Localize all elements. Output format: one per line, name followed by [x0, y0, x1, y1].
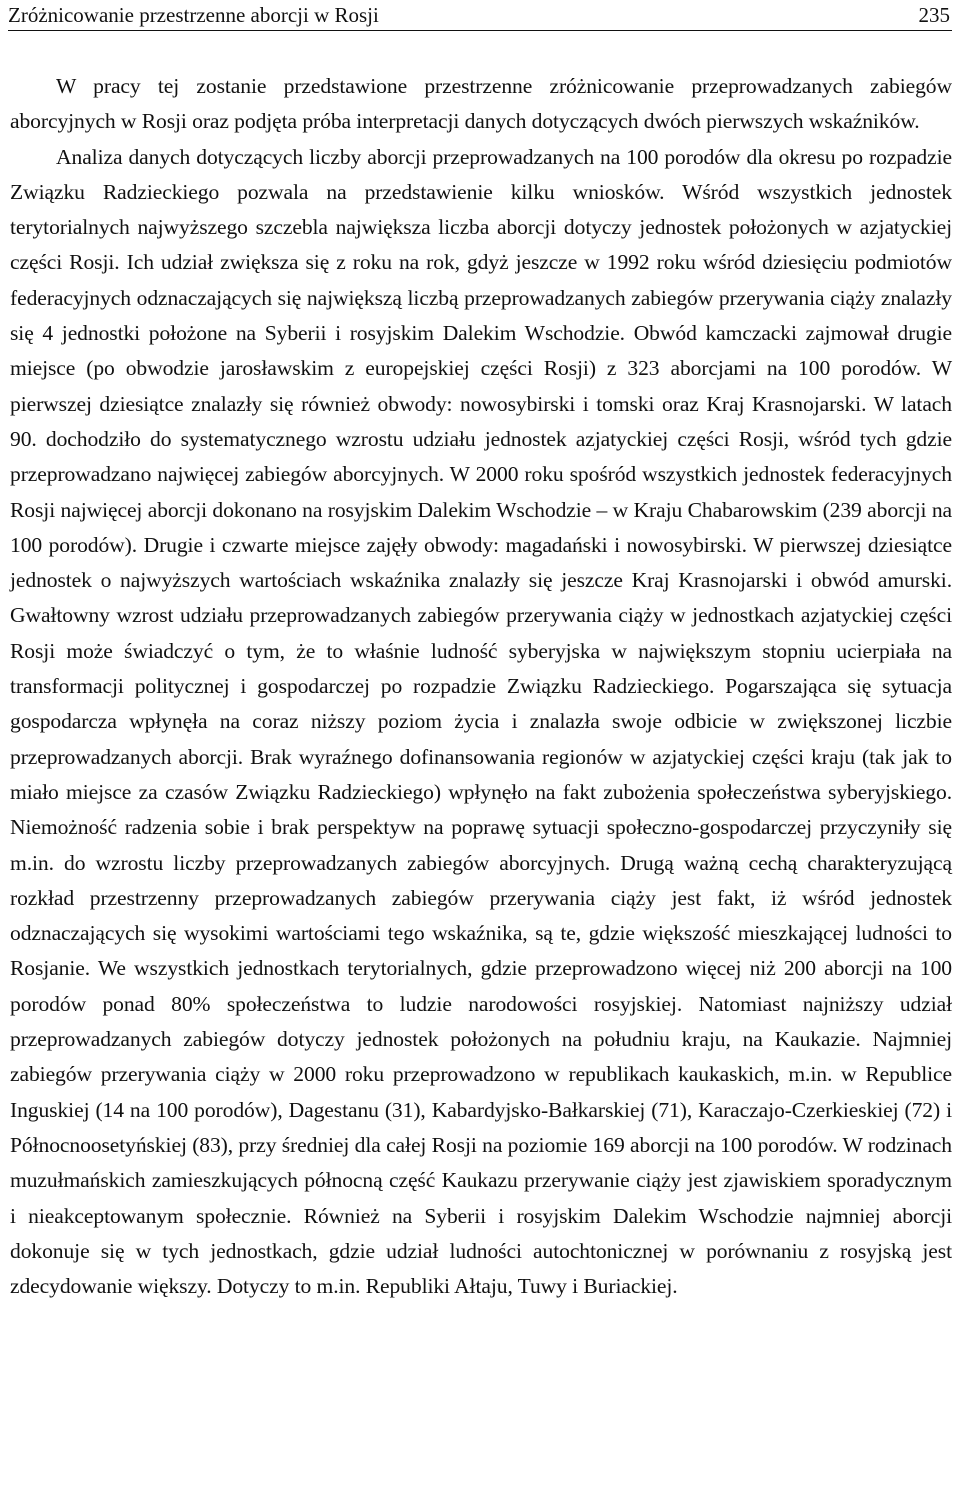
page-number: 235 [918, 3, 950, 27]
running-header [8, 0, 952, 31]
paragraph-intro: W pracy tej zostanie przedstawione przestrzenne zróżnicowanie przeprowadzanych zabiegów aborcyjnych w Rosji oraz podjęta próba interpretacji danych dotyczących dwóch pierwszych wskaźników. [10, 74, 952, 134]
paragraph-analysis: Analiza danych dotyczących liczby aborcji przeprowadzanych na 100 porodów dla okresu po rozpadzie Związku Radzieckiego pozwala na przedstawienie kilku wniosków. Wśród wszystkich jednostek terytorialnych najwyższego szczebla największa liczba aborcji dotyczy jednostek położonych w azjatyckiej części Rosji. Ich udział zwiększa się z roku na rok, gdyż jeszcze w 1992 roku wśród dziesięciu podmiotów federacyjnych odznaczających się największą liczbą przeprowadzanych zabiegów przerywania ciąży znalazły się 4 jednostki położone na Syberii i rosyjskim Dalekim Wschodzie. Obwód kamczacki zajmował drugie miejsce (po obwodzie jarosławskim z europejskiej części Rosji) z 323 aborcjami na 100 porodów. W pierwszej dziesiątce znalazły się również obwody: nowosybirski i tomski oraz Kraj Krasnojarski. W latach 90. dochodziło do systematycznego wzrostu udziału jednostek azjatyckiej części Rosji, wśród tych gdzie przeprowadzano najwięcej zabiegów aborcyjnych. W 2000 roku spośród wszystkich jednostek federacyjnych Rosji najwięcej aborcji dokonano na rosyjskim Dalekim Wschodzie – w Kraju Chabarowskim (239 aborcji na 100 porodów). Drugie i czwarte miejsce zajęły obwody: magadański i nowosybirski. W pierwszej dziesiątce jednostek o najwyższych wartościach wskaźnika znalazły się jeszcze Kraj Krasnojarski i obwód amurski. Gwałtowny wzrost udziału przeprowadzanych zabiegów przerywania ciąży w jednostkach azjatyckiej części Rosji może świadczyć o tym, że to właśnie ludność syberyjska w największym stopniu ucierpiała na transformacji politycznej i gospodarczej po rozpadzie Związku Radzieckiego. Pogarszająca się sytuacja gospodarcza wpłynęła na coraz niższy poziom życia i znalazła swoje odbicie w zwiększonej liczbie przeprowadzanych aborcji. Brak wyraźnego dofinansowania regionów w azjatyckiej części kraju (tak jak to miało miejsce za czasów Związku Radzieckiego) wpłynęło na fakt zubożenia społeczeństwa syberyjskiego. Niemożność radzenia sobie i brak perspektyw na poprawę sytuacji społeczno-gospodarczej przyczyniły się m.in. do wzrostu liczby przeprowadzanych zabiegów aborcyjnych. Drugą ważną cechą charakteryzującą rozkład przestrzenny przeprowadzanych zabiegów przerywania ciąży jest fakt, iż wśród jednostek odznaczających się wysokimi wartościami tego wskaźnika, są te, gdzie większość mieszkającej ludności to Rosjanie. We wszystkich jednostkach terytorialnych, gdzie przeprowadzono więcej niż 200 aborcji na 100 porodów ponad 80% społeczeństwa to ludzie narodowości rosyjskiej. Natomiast najniższy udział przeprowadzanych zabiegów dotyczy jednostek położonych na południu kraju, na Kaukazie. Najmniej zabiegów przerywania ciąży w 2000 roku przeprowadzono w republikach kaukaskich, m.in. w Republice Inguskiej (14 na 100 porodów), Dagestanu (31), Kabardyjsko-Bałkarskiej (71), Karaczajo-Czerkieskiej (72) i Północnoosetyńskiej (83), przy średniej dla całej Rosji na poziomie 169 aborcji na 100 porodów. W rodzinach muzułmańskich zamieszkujących północną część Kaukazu przerywanie ciąży jest zjawiskiem sporadycznym i nieakceptowanym społecznie. Również na Syberii i rosyjskim Dalekim Wschodzie najmniej aborcji dokonuje się w tych jednostkach, gdzie udział ludności autochtonicznej w porównaniu z rosyjską jest zdecydowanie większy. Dotyczy to m.in. Republiki Ałtaju, Tuwy i Buriackiej. [10, 144, 952, 1299]
body-text [10, 69, 952, 1304]
running-title: Zróżnicowanie przestrzenne aborcji w Rosji [8, 3, 379, 27]
